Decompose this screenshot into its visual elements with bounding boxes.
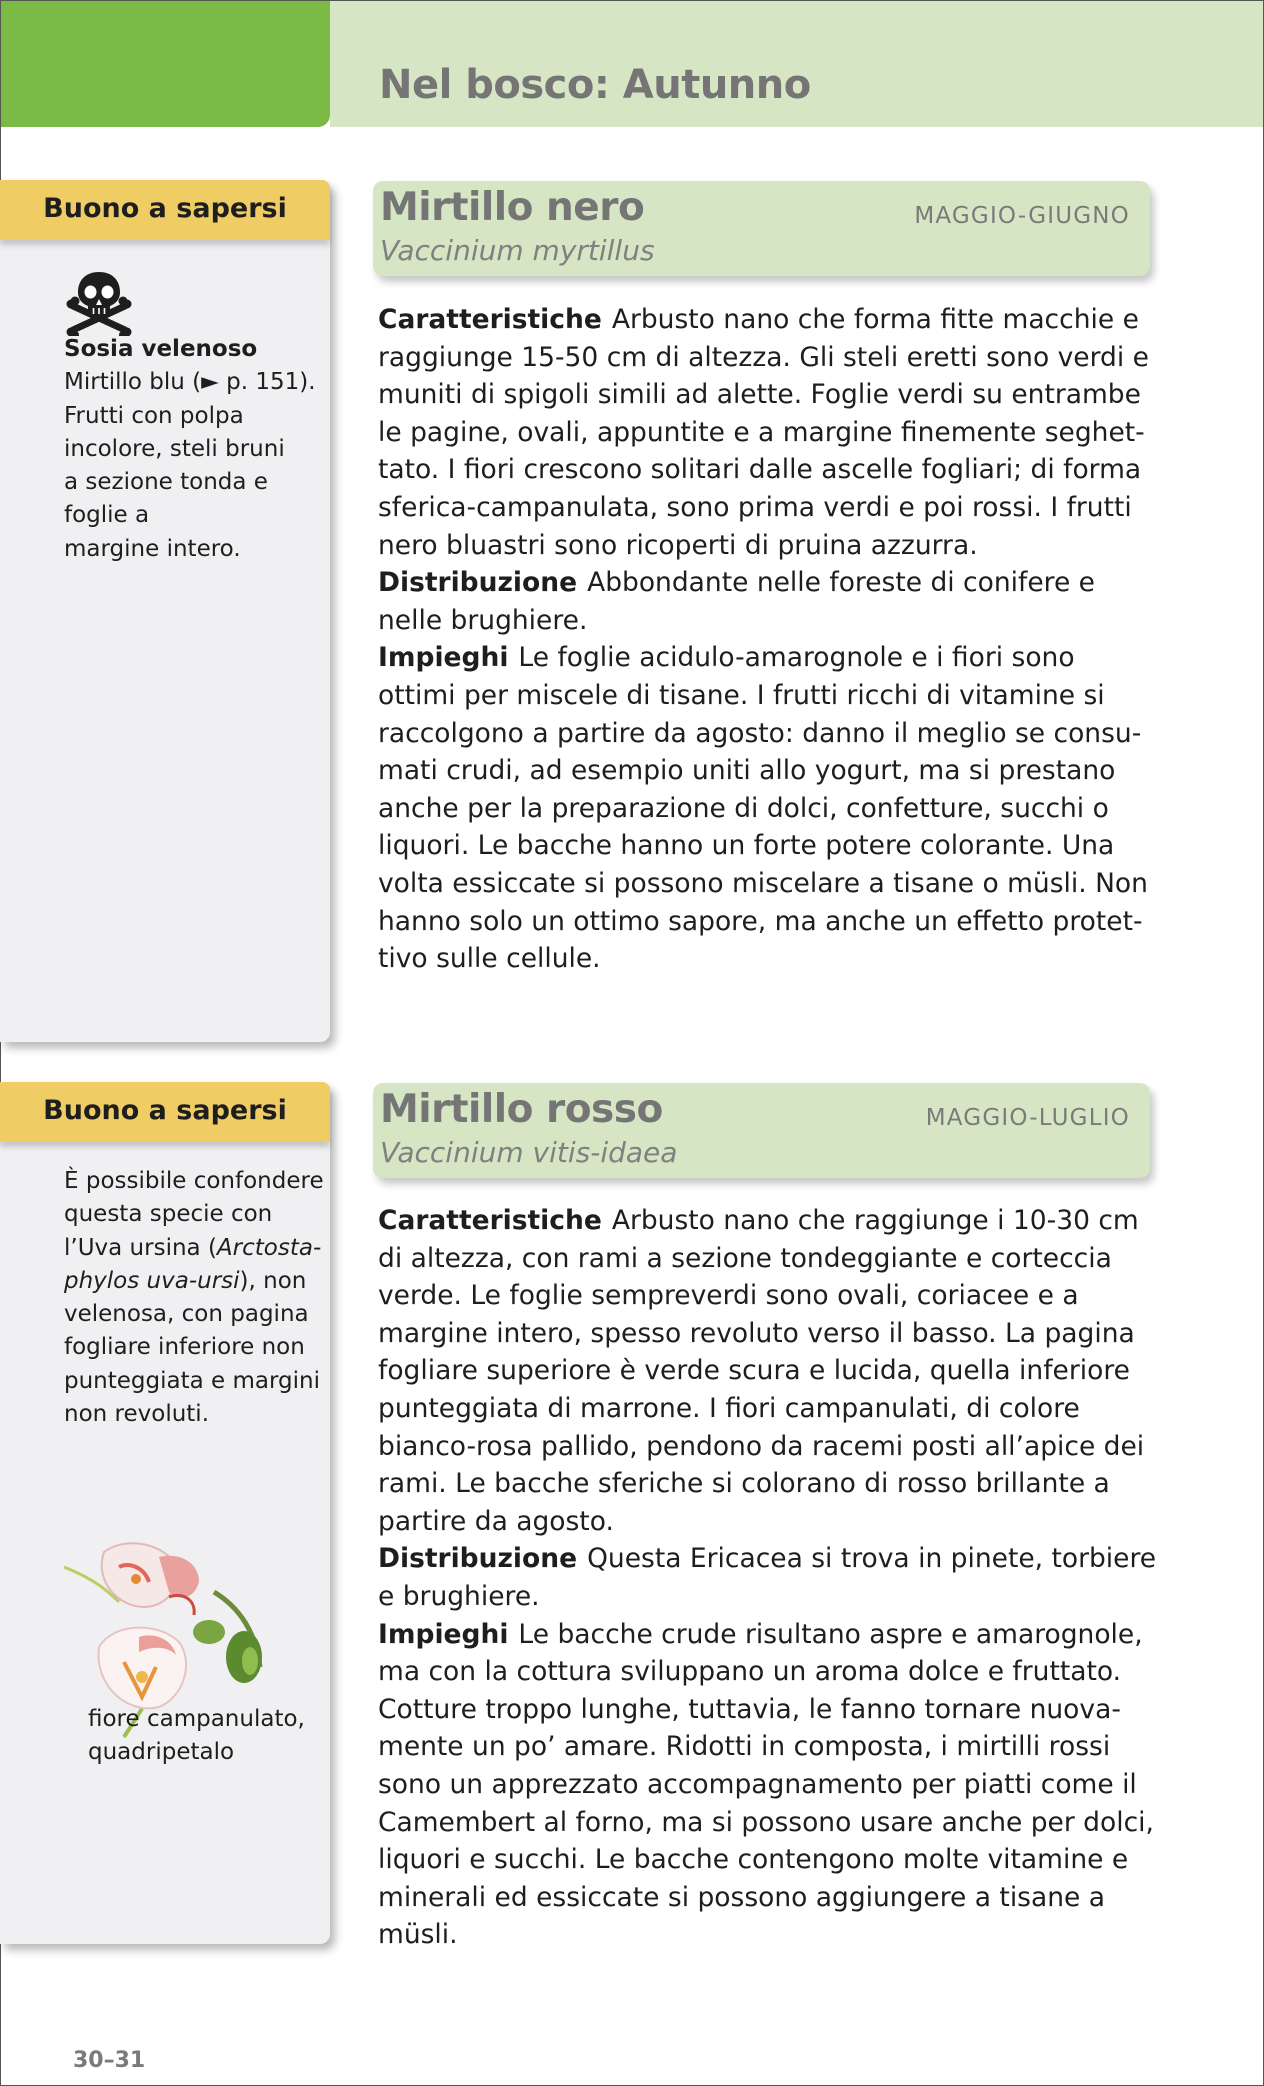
lookalike-title: Sosia velenoso	[64, 336, 258, 362]
skull-icon	[66, 270, 132, 336]
characteristics-paragraph	[378, 1202, 1158, 1540]
lookalike-text	[64, 333, 316, 566]
distribution-paragraph	[378, 564, 1158, 639]
confusion-line	[64, 1198, 324, 1231]
text: velenosa, con pagina	[64, 1301, 309, 1328]
confusion-line	[64, 1365, 324, 1398]
confusion-line	[64, 1298, 324, 1331]
info-box-title: Buono a sapersi	[43, 193, 287, 224]
confusion-line	[64, 1165, 324, 1198]
characteristics-text: Arbusto nano che forma fitte macchie e raggiunge 15-50 cm di altezza. Gli steli eretti sono verdi e muniti di spigoli simili ad alette. Foglie verdi su entrambe le pagine, ovali, appuntite e a margine finemente seghettato. I fiori crescono solitari dalle ascelle fogliari; di forma sferica-campanulata, sono prima verdi e poi rossi. I frutti nero bluastri sono ricoperti di pruina azzurra.	[378, 304, 1149, 561]
info-box-confusion	[0, 1082, 330, 1944]
confusion-line	[64, 1331, 324, 1364]
lookalike-line: Frutti con polpa	[64, 402, 244, 429]
species-latin-name: Vaccinium vitis-idaea	[380, 1136, 678, 1169]
section-color-tab	[1, 1, 330, 127]
characteristics-text: Arbusto nano che raggiunge i 10-30 cm di altezza, con rami a sezione tondeggiante e corteccia verde. Le foglie sempreverdi sono ovali, coriacee e a margine intero, spesso revoluto verso il basso. La pagina fogliare superiore è verde scura e lucida, quella inferiore punteggiata di marrone. I fiori campanulati, di colore bianco-rosa pallido, pendono da racemi posti all’apice dei rami. Le bacche sferiche si colorano di rosso brillante a partire da agosto.	[378, 1205, 1145, 1537]
italic-text: Arctosta-	[216, 1234, 322, 1261]
italic-text: phylos uva-ursi	[64, 1267, 240, 1294]
confusion-line	[64, 1398, 324, 1431]
caption-line: quadripetalo	[88, 1739, 235, 1766]
distribution-label: Distribuzione	[378, 567, 578, 599]
text: ), non	[239, 1267, 307, 1294]
species-season: MAGGIO-LUGLIO	[925, 1105, 1130, 1131]
species-latin-name: Vaccinium myrtillus	[380, 234, 655, 267]
species-name: Mirtillo rosso	[380, 1087, 663, 1132]
illustration-caption	[88, 1703, 305, 1770]
text: l’Uva ursina (	[64, 1234, 217, 1261]
species-season: MAGGIO-GIUGNO	[914, 203, 1130, 229]
lookalike-line: foglie a	[64, 502, 150, 529]
species-header-mirtillo-rosso	[373, 1083, 1150, 1178]
uses-text: Le foglie acidulo-amarognole e i fiori sono ottimi per miscele di tisane. I frutti ricchi di vitamine si raccolgono a partire da agosto: danno il meglio se consumati crudi, ad esempio uniti allo yogurt, ma si prestano anche per la preparazione di dolci, confetture, succhi o liquori. Le bacche hanno un forte potere colorante. Una volta essiccate si possono miscelare a tisane o müsli. Non hanno solo un ottimo sapore, ma anche un effetto protettivo sulle cellule.	[378, 642, 1148, 975]
confusion-line	[64, 1232, 324, 1265]
species-description-mirtillo-nero	[378, 301, 1158, 978]
lookalike-line: Mirtillo blu (► p. 151).	[64, 369, 316, 396]
characteristics-label: Caratteristiche	[378, 1205, 602, 1236]
page-numbers: 30–31	[73, 2048, 146, 2073]
lookalike-line: margine intero.	[64, 535, 241, 562]
uses-label: Impieghi	[378, 1618, 509, 1650]
confusion-text	[64, 1165, 324, 1431]
text: fogliare inferiore non	[64, 1334, 305, 1361]
species-name: Mirtillo nero	[380, 185, 645, 230]
distribution-text: Abbondante nelle foreste di conifere e nelle brughiere.	[378, 567, 1095, 636]
distribution-text: Questa Ericacea si trova in pinete, torbiere e brughiere.	[378, 1543, 1157, 1612]
uses-paragraph	[378, 639, 1158, 977]
text: questa specie con	[64, 1201, 273, 1228]
confusion-line	[64, 1265, 324, 1298]
uses-paragraph	[378, 1616, 1158, 1954]
distribution-label: Distribuzione	[378, 1543, 578, 1575]
info-box-header	[0, 1082, 330, 1142]
species-description-mirtillo-rosso	[378, 1202, 1158, 1954]
lookalike-line: incolore, steli bruni	[64, 435, 285, 462]
characteristics-paragraph	[378, 301, 1158, 564]
characteristics-label: Caratteristiche	[378, 304, 602, 335]
uses-label: Impieghi	[378, 642, 509, 674]
distribution-paragraph	[378, 1540, 1158, 1615]
uses-text: Le bacche crude risultano aspre e amarognole, ma con la cottura sviluppano un aroma dolce e fruttato. Cotture troppo lunghe, tuttavia, le fanno tornare nuovamente un po’ amare. Ridotti in composta, i mirtilli rossi sono un apprezzato accompagnamento per piatti come il Camembert al forno, ma si possono usare anche per dolci, liquori e succhi. Le bacche contengono molte vitamine e minerali ed essiccate si possono aggiungere a tisane a müsli.	[378, 1618, 1154, 1951]
text: punteggiata e margini	[64, 1367, 320, 1394]
info-box-header	[0, 180, 330, 240]
species-header-mirtillo-nero	[373, 181, 1150, 276]
info-box-poison-lookalike	[0, 180, 330, 1042]
lookalike-line: a sezione tonda e	[64, 469, 268, 496]
section-title: Nel bosco: Autunno	[379, 62, 811, 108]
text: È possibile confondere	[64, 1168, 324, 1194]
info-box-title: Buono a sapersi	[43, 1095, 287, 1126]
caption-line: fiore campanulato,	[88, 1706, 305, 1732]
text: non revoluti.	[64, 1401, 210, 1428]
